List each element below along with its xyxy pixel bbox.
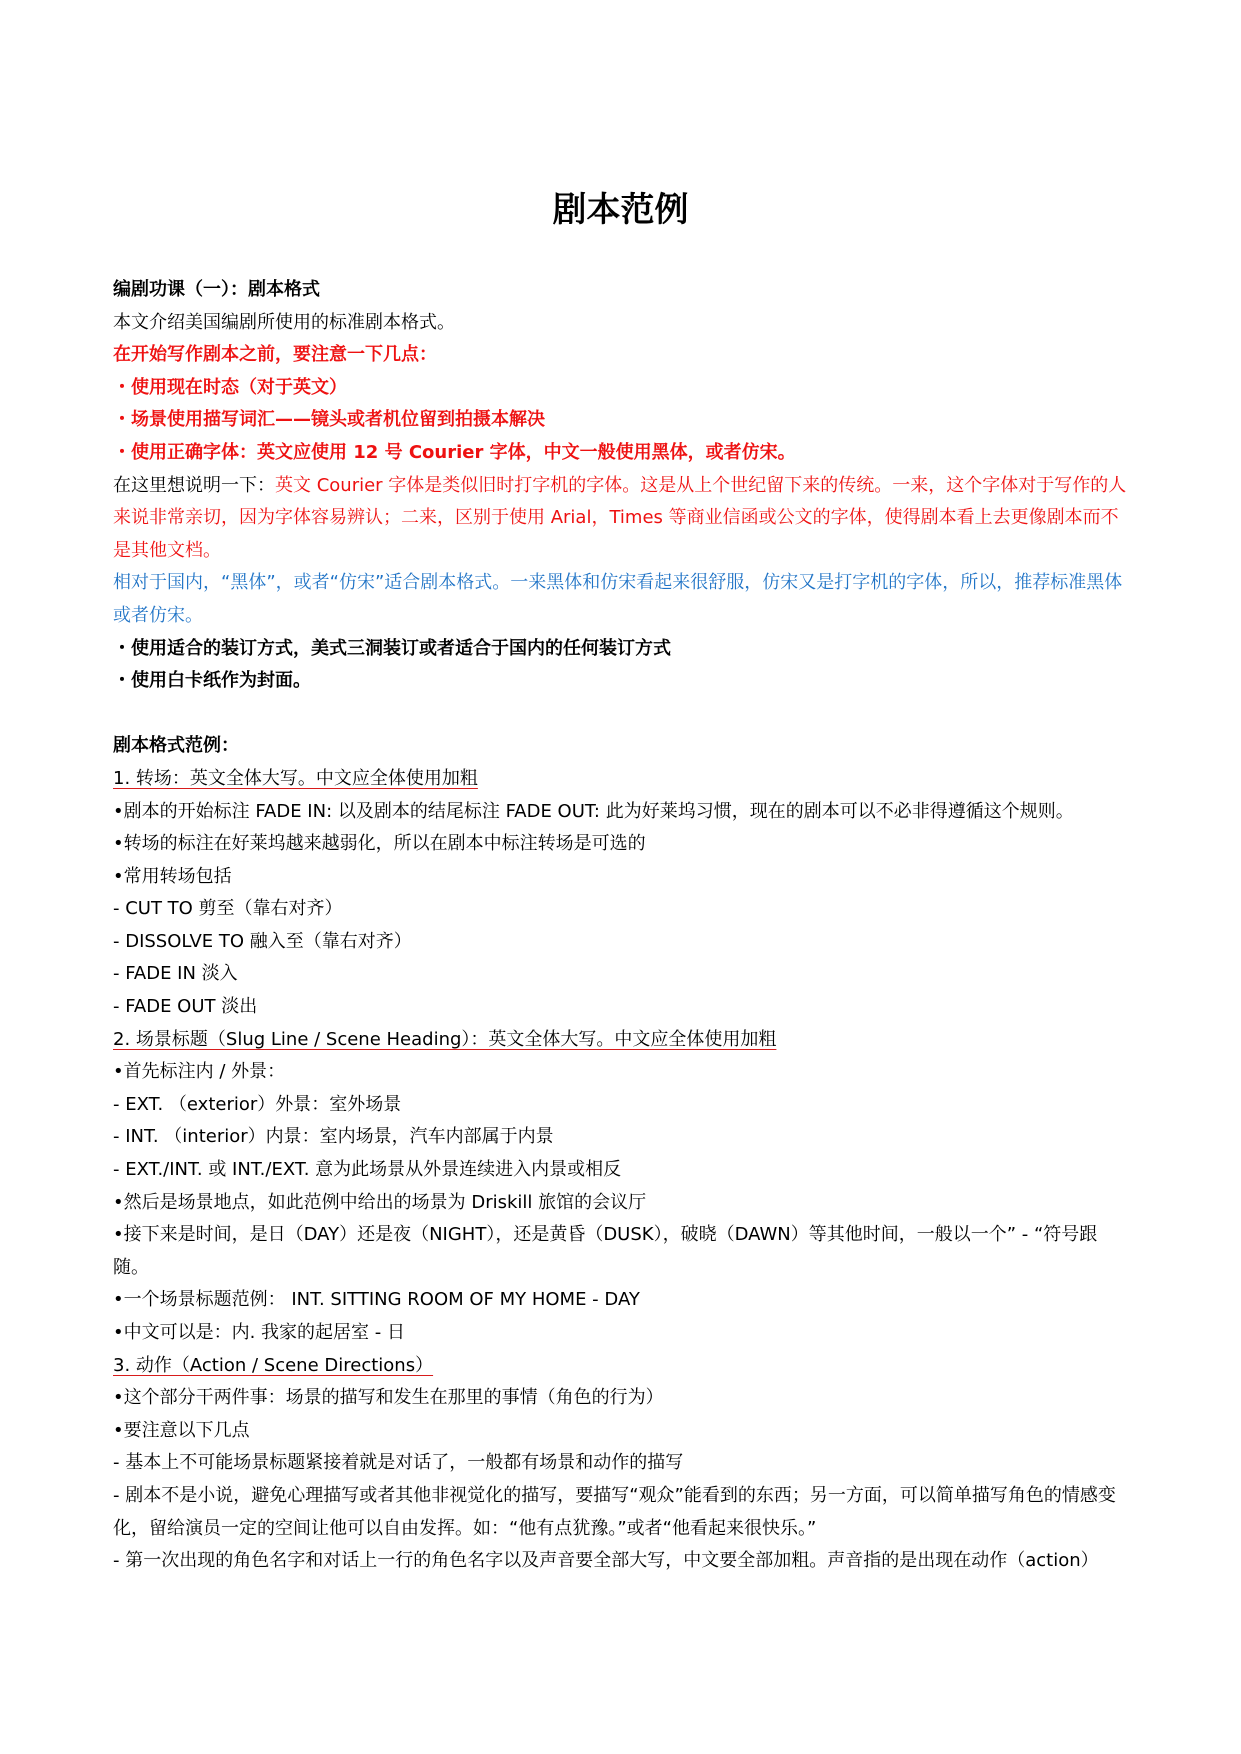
notice-heading: 在开始写作剧本之前，要注意一下几点： <box>113 344 437 366</box>
section-3-heading-text: 3. 动作（Action / Scene Directions） <box>113 1354 434 1376</box>
blank-line <box>113 698 1133 731</box>
cover-item: ・使用白卡纸作为封面。 <box>113 670 311 692</box>
list-item: - DISSOLVE TO 融入至（靠右对齐） <box>113 930 412 952</box>
list-item: •要注意以下几点 <box>113 1419 250 1441</box>
list-item-last: - 第一次出现的角色名字和对话上一行的角色名字以及声音要全部大写，中文要全部加粗。声音指的是出现在动作（action） <box>113 1550 1099 1572</box>
list-item: - INT. （interior）内景：室内场景，汽车内部属于内景 <box>113 1126 554 1148</box>
list-item: - EXT./INT. 或 INT./EXT. 意为此场景从外景连续进入内景或相反 <box>113 1159 622 1181</box>
list-item-novel: - 剧本不是小说，避免心理描写或者其他非视觉化的描写，要描写“观众”能看到的东西；另一方面，可以简单描写角色的情感变化，留给演员一定的空间让他可以自由发挥。如：“他有点犹豫。”或者“他看起来很快乐。” <box>113 1484 1116 1539</box>
binding-item: ・使用适合的装订方式，美式三洞装订或者适合于国内的任何装订方式 <box>113 637 671 659</box>
list-item: - EXT. （exterior）外景：室外场景 <box>113 1093 402 1115</box>
intro-text: 本文介绍美国编剧所使用的标准剧本格式。 <box>113 311 455 333</box>
section-2-heading <box>113 1024 1133 1057</box>
list-item: •中文可以是：内. 我家的起居室 - 日 <box>113 1322 405 1343</box>
font-note-red: 英文 Courier 字体是类似旧时打字机的字体。这是从上个世纪留下来的传统。一来，这个字体对于写作的人来说非常亲切，因为字体容易辨认；二来，区别于使用 Arial，Times 等商业信函或公文的字体，使得剧本看上去更像剧本而不是其他文档。 <box>113 474 1127 561</box>
section-3-heading <box>113 1350 1133 1383</box>
section-1-heading <box>113 763 1133 796</box>
list-item: •剧本的开始标注 FADE IN: 以及剧本的结尾标注 FADE OUT: 此为好莱坞习惯，现在的剧本可以不必非得遵循这个规则。 <box>113 800 1074 822</box>
list-item: •这个部分干两件事：场景的描写和发生在那里的事情（角色的行为） <box>113 1387 664 1409</box>
font-note-lead: 在这里想说明一下： <box>113 474 275 496</box>
document-body <box>113 274 1133 1578</box>
list-item: •一个场景标题范例： INT. SITTING ROOM OF MY HOME - DAY <box>113 1289 640 1311</box>
list-item: - FADE IN 淡入 <box>113 963 238 985</box>
list-item: •首先标注内 / 外景： <box>113 1061 286 1083</box>
section-heading: 编剧功课（一）：剧本格式 <box>113 279 320 300</box>
notice-item: ・使用正确字体：英文应使用 12 号 Courier 字体，中文一般使用黑体，或者仿宋。 <box>113 441 796 463</box>
list-item: - 基本上不可能场景标题紧接着就是对话了，一般都有场景和动作的描写 <box>113 1452 684 1474</box>
font-note-blue: 相对于国内，“黑体”，或者“仿宋”适合剧本格式。一来黑体和仿宋看起来很舒服，仿宋又是打字机的字体，所以，推荐标准黑体或者仿宋。 <box>113 572 1123 626</box>
list-item: •然后是场景地点，如此范例中给出的场景为 Driskill 旅馆的会议厅 <box>113 1191 647 1213</box>
list-item: - FADE OUT 淡出 <box>113 996 258 1018</box>
section-2-heading-text: 2. 场景标题（Slug Line / Scene Heading）：英文全体大写。中文应全体使用加粗 <box>113 1028 777 1050</box>
list-item: - CUT TO 剪至（靠右对齐） <box>113 898 343 920</box>
list-item-time: •接下来是时间，是日（DAY）还是夜（NIGHT），还是黄昏（DUSK），破晓（DAWN）等其他时间，一般以一个” - “符号跟随。 <box>113 1224 1098 1278</box>
page-title: 剧本范例 <box>552 190 689 230</box>
notice-item: ・使用现在时态（对于英文） <box>113 376 347 398</box>
example-heading: 剧本格式范例： <box>113 735 239 757</box>
notice-item: ・场景使用描写词汇——镜头或者机位留到拍摄本解决 <box>113 409 545 431</box>
section-1-heading-text: 1. 转场：英文全体大写。中文应全体使用加粗 <box>113 767 478 789</box>
list-item: •转场的标注在好莱坞越来越弱化，所以在剧本中标注转场是可选的 <box>113 833 646 855</box>
font-note <box>113 470 1133 568</box>
list-item: •常用转场包括 <box>113 865 232 887</box>
